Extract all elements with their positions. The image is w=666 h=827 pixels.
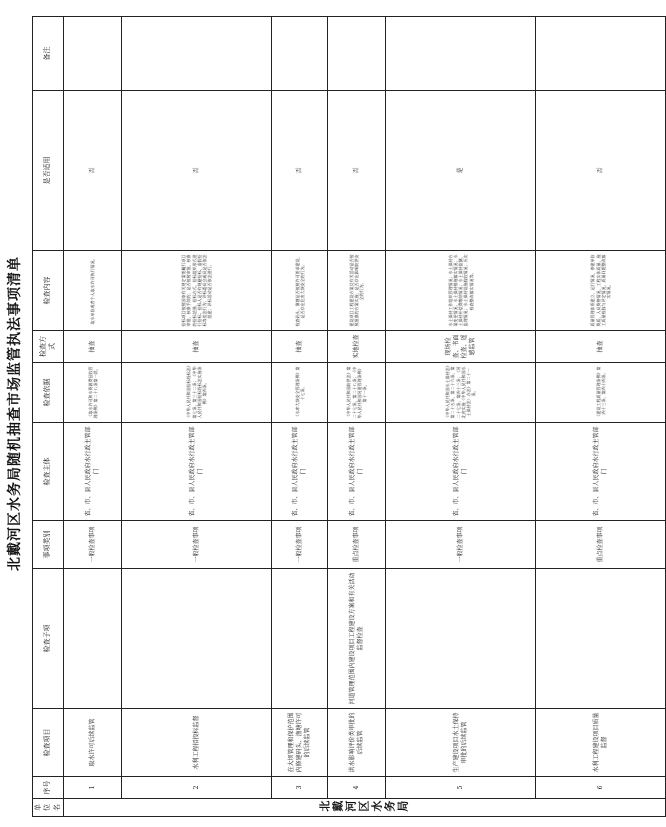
- row-no: 4: [328, 777, 386, 799]
- row-content: 水土保持工作组织管理情况；水土保持方案变更情况；水土保持措施落实情况；水土保持补偿费缴纳情况；水土保持监测、监理情况；水土保持设施验收情况；历次检查整改落实情况等。: [386, 251, 536, 331]
- row-method: 实地检查: [328, 331, 386, 363]
- row-applicable: 否: [272, 91, 328, 251]
- row-content: 质量管理体系建立、运行情况，参建单位资质、人员资格情况，工程实体质量、施工质量检验与评定情况，质量问题整改落实情况。: [536, 251, 666, 331]
- row-category: 一般检查事项: [386, 521, 536, 569]
- row-sub: [64, 569, 122, 709]
- row-content: 取水单位或者个人取水许可执行情况。: [64, 251, 122, 331]
- unit-name-cell: 北戴河区水务局: [64, 799, 666, 817]
- table-row: [328, 17, 386, 817]
- table-row: [536, 17, 666, 817]
- row-method: 抽查: [272, 331, 328, 363]
- row-subject: 省、市、县人民政府水行政主管部门: [386, 423, 536, 521]
- row-category: 一般检查事项: [64, 521, 122, 569]
- row-item: 生产建设项目水土保持审批的后续监管: [386, 709, 536, 777]
- header-category: 事项类别: [33, 521, 64, 569]
- row-note: [386, 17, 536, 91]
- table-row: [386, 17, 536, 817]
- row-basis: 《水库大坝安全管理条例》第十七条。: [272, 363, 328, 423]
- row-sub: [536, 569, 666, 709]
- row-no: 3: [272, 777, 328, 799]
- row-basis: 《取水许可和水资源费征收管理条例》第二十八条第一款。: [64, 363, 122, 423]
- row-method: 抽查: [536, 331, 666, 363]
- row-category: 重点检查事项: [328, 521, 386, 569]
- row-applicable: 否: [64, 91, 122, 251]
- header-note: 备注: [33, 17, 64, 91]
- row-applicable: 否: [328, 91, 386, 251]
- header-basis: 检查依据: [33, 363, 64, 423]
- table-row: [122, 17, 272, 817]
- row-no: 6: [536, 777, 666, 799]
- row-method: 抽查: [64, 331, 122, 363]
- header-method: 检查方式: [33, 331, 64, 363]
- row-note: [328, 17, 386, 91]
- document-title: 北戴河区水务局随机抽查市场监管执法事项清单: [7, 256, 23, 571]
- header-unit: 单位名: [33, 799, 64, 817]
- row-subject: 省、市、县人民政府水行政主管部门: [64, 423, 122, 521]
- header-item: 检查项目: [33, 709, 64, 777]
- enforcement-table: [32, 16, 666, 817]
- row-note: [122, 17, 272, 91]
- row-basis: 《建设工程质量管理条例》第四十三条、第四十四条。: [536, 363, 666, 423]
- row-basis: 《中华人民共和国防洪法》第二十七条、第二十八条；《中华人民共和国河道管理条例》第十一条。: [328, 363, 386, 423]
- table-row: [64, 17, 122, 817]
- row-content: 建设项目工程建设方案及有关活动是否按照批准的方案实施，是否存在影响防洪安全的行为。: [328, 251, 386, 331]
- header-content: 检查内容: [33, 251, 64, 331]
- row-item: 水利工程建设项目质量监督: [536, 709, 666, 777]
- row-no: 1: [64, 777, 122, 799]
- header-row: [33, 17, 64, 817]
- row-item: 在大坝管理和保护范围内修建码头、渔塘许可的后续监管: [272, 709, 328, 777]
- row-note: [272, 17, 328, 91]
- header-sub: 检查子项: [33, 569, 64, 709]
- row-category: 一般检查事项: [122, 521, 272, 569]
- row-note: [536, 17, 666, 91]
- row-subject: 省、市、县人民政府水行政主管部门: [536, 423, 666, 521]
- row-basis: 《中华人民共和国招标投标法》第七条、第三十二条；《中华人民共和国招标投标法实施条例》第四条。: [122, 363, 272, 423]
- row-subject: 省、市、县人民政府水行政主管部门: [328, 423, 386, 521]
- row-subject: 省、市、县人民政府水行政主管部门: [272, 423, 328, 521]
- row-no: 2: [122, 777, 272, 799]
- row-item: 洪水影响评价类审批的后续监管: [328, 709, 386, 777]
- row-content: 检查码头、渔塘是否按照许可要求建设，是否存在危害大坝安全的行为。: [272, 251, 328, 331]
- row-note: [64, 17, 122, 91]
- row-subject: 省、市、县人民政府水行政主管部门: [122, 423, 272, 521]
- row-no: 5: [386, 777, 536, 799]
- row-applicable: 否: [536, 91, 666, 251]
- row-basis: 《中华人民共和国水土保持法》第二十五条、第二十六条、第二十七条、第四十三条；《河北省实施〈中华人民共和国水土保持法〉办法》第二十一条。: [386, 363, 536, 423]
- row-applicable: 否: [122, 91, 272, 251]
- header-no: 序号: [33, 777, 64, 799]
- row-applicable: 是: [386, 91, 536, 251]
- row-method: 现场检查、书面检查、遥感监管: [386, 331, 536, 363]
- row-sub: 河道管理范围内建设项目工程建设方案和有关活动监督检查: [328, 569, 386, 709]
- row-method: 抽查: [122, 331, 272, 363]
- row-content: 招标项目按照国家有关规定需要履行项目审批、核准手续的，是否按照审批、核准的招标范围、招标方式、招标组织形式进行招标；招标人是否有规避招标、虚假招标等违法行为；评标委员会成员是否依法组建；评标活动是否依法进行。: [122, 251, 272, 331]
- header-subject: 检查主体: [33, 423, 64, 521]
- row-category: 重点检查事项: [536, 521, 666, 569]
- row-sub: [122, 569, 272, 709]
- row-category: 一般检查事项: [272, 521, 328, 569]
- row-item: 水利工程招投标监督: [122, 709, 272, 777]
- row-item: 取水许可后续监管: [64, 709, 122, 777]
- table-row: [272, 17, 328, 817]
- header-applicable: 是否适用: [33, 91, 64, 251]
- row-sub: [272, 569, 328, 709]
- row-sub: [386, 569, 536, 709]
